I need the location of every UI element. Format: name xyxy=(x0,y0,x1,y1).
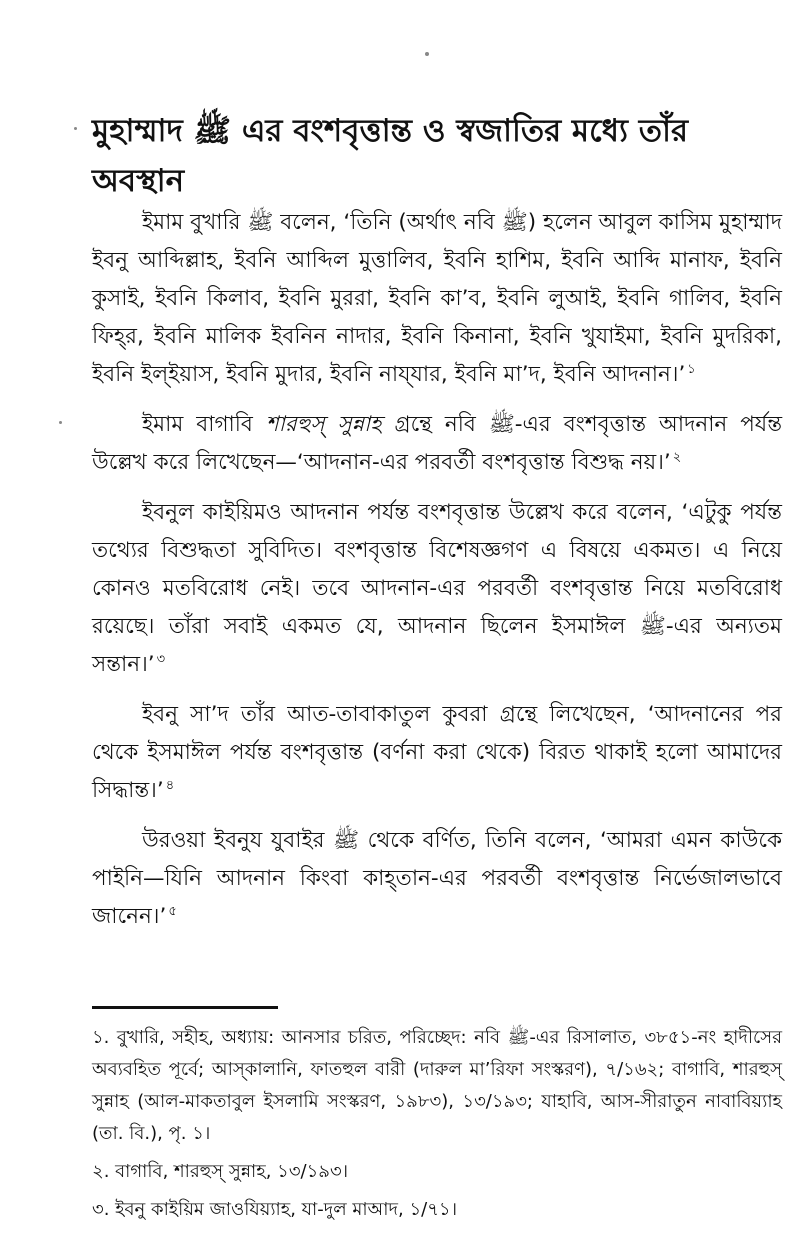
body-text xyxy=(92,204,782,936)
alayhi-honorific-icon: ﷺ xyxy=(639,614,666,639)
paragraph-2: ইমাম বাগাবি শারহুস্‌ সুন্নাহ গ্রন্থে নবি ﷺ-এর বংশবৃত্তান্ত আদনান পর্যন্ত উল্লেখ করে লিখেছেন—‘আদনান-এর পরবর্তী বংশবৃত্তান্ত বিশুদ্ধ নয়।’ $^২$ xyxy=(92,412,783,475)
footnotes xyxy=(92,1022,782,1226)
paragraph-4: ইবনু সা’দ তাঁর আত-তাবাকাতুল কুবরা গ্রন্থে লিখেছেন, ‘আদনানের পর থেকে ইসমাঈল পর্যন্ত বংশবৃত্তান্ত (বর্ণনা করা থেকে) বিরত থাকাই হলো আমাদের সিদ্ধান্ত।’ $^৪$ xyxy=(92,702,782,803)
salawat-honorific-icon: ﷺ xyxy=(507,1027,530,1048)
paragraph-1: ইমাম বুখারি ﷺ বলেন, ‘তিনি (অর্থাৎ নবি ﷺ) হলেন আবুল কাসিম মুহাম্মাদ ইবনু আব্দিল্লাহ, ইবনি আব্দিল মুত্তালিব, ইবনি হাশিম, ইবনি আব্দি মানাফ, ইবনি কুসাই, ইবনি কিলাব, ইবনি মুররা, ইবনি কা’ব, ইবনি লুআই, ইবনি গালিব, ইবনি ফিহ্‌র, ইবনি মালিক ইবনিন নাদার, ইবনি কিনানা, ইবনি খুযাইমা, ইবনি মুদরিকা, ইবনি ইল্‌ইয়াস, ইবনি মুদার, ইবনি নায্‌যার, ইবনি মা’দ, ইবনি আদনান।’ $^১$ xyxy=(92,210,782,387)
footnote-ref-3[interactable]: ৩ xyxy=(156,651,166,667)
footnote-ref-4[interactable]: ৪ xyxy=(165,777,175,793)
footnote-divider xyxy=(92,1006,278,1009)
footnote-ref-2[interactable]: ২ xyxy=(672,449,682,465)
footnote-ref-5[interactable]: ৫ xyxy=(168,903,177,919)
radi-honorific-icon: ﷺ xyxy=(333,828,360,853)
salawat-honorific-icon: ﷺ xyxy=(501,210,528,235)
footnote-1: ১. বুখারি, সহীহ, অধ্যায়: আনসার চরিত, পরিচ্ছেদ: নবি ﷺ-এর রিসালাত, ৩৮৫১-নং হাদীসের অব্যবহিত পূর্বে; আস্‌কালানি, ফাতহুল বারী (দারুল মা’রিফা সংস্করণ), ৭/১৬২; বাগাবি, শারহুস্‌ সুন্নাহ (আল-মাকতাবুল ইসলামি সংস্করণ, ১৯৮৩), ১৩/১৯৩; যাহাবি, আস-সীরাতুন নাবাবিয়্যাহ (তা. বি.), পৃ. ১। xyxy=(92,1027,783,1144)
footnote-ref-1[interactable]: ১ xyxy=(687,361,696,377)
paragraph-5: উরওয়া ইবনুয যুবাইর ﷺ থেকে বর্ণিত, তিনি বলেন, ‘আমরা এমন কাউকে পাইনি—যিনি আদনান কিংবা কাহ্‌তান-এর পরবর্তী বংশবৃত্তান্ত নির্ভেজালভাবে জানেন।’ $^৫$ xyxy=(92,828,782,929)
scan-speck xyxy=(74,127,77,130)
salawat-honorific-icon: ﷺ xyxy=(488,412,515,437)
scan-speck xyxy=(425,52,429,56)
book-title: শারহুস্‌ সুন্নাহ xyxy=(265,412,382,437)
footnote-2: ২. বাগাবি, শারহুস্‌ সুন্নাহ, ১৩/১৯৩। xyxy=(92,1161,349,1182)
chapter-title: মুহাম্মাদ ﷺ এর বংশবৃত্তান্ত ও স্বজাতির মধ্যে তাঁর অবস্থান xyxy=(92,113,689,199)
radi-honorific-icon: ﷺ xyxy=(247,210,274,235)
scan-speck xyxy=(59,421,62,424)
footnote-3: ৩. ইবনু কাইয়িম জাওযিয়্যাহ, যা-দুল মাআদ, ১/৭১। xyxy=(92,1199,458,1220)
paragraph-3: ইবনুল কাইয়িমও আদনান পর্যন্ত বংশবৃত্তান্ত উল্লেখ করে বলেন, ‘এটুকু পর্যন্ত তথ্যের বিশুদ্ধতা সুবিদিত। বংশবৃত্তান্ত বিশেষজ্ঞগণ এ বিষয়ে একমত। এ নিয়ে কোনও মতবিরোধ নেই। তবে আদনান-এর পরবর্তী বংশবৃত্তান্ত নিয়ে মতবিরোধ রয়েছে। তাঁরা সবাই একমত যে, আদনান ছিলেন ইসমাঈল ﷺ-এর অন্যতম সন্তান।’ $^৩$ xyxy=(92,500,782,677)
